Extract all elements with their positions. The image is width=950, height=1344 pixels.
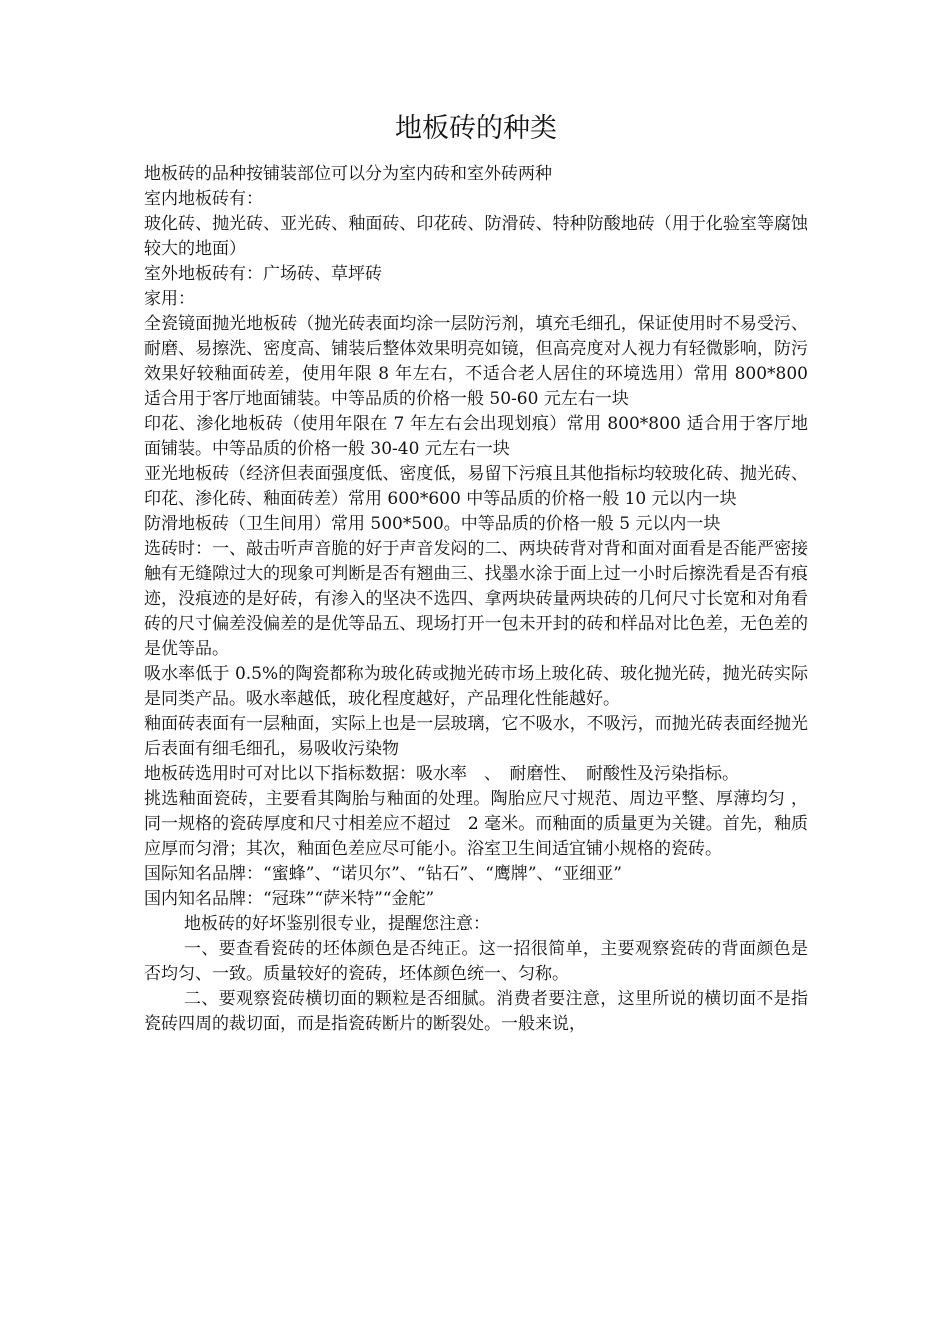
paragraph: 一、要查看瓷砖的坯体颜色是否纯正。这一招很简单，主要观察瓷砖的背面颜色是否均匀、一致。质量较好的瓷砖，坯体颜色统一、匀称。 xyxy=(144,939,808,984)
paragraph: 防滑地板砖（卫生间用）常用 500*500。中等品质的价格一般 5 元以内一块 xyxy=(144,514,721,534)
paragraph: 釉面砖表面有一层釉面，实际上也是一层玻璃，它不吸水，不吸污，而抛光砖表面经抛光后表面有细毛细孔，易吸收污染物 xyxy=(144,714,808,759)
document-body xyxy=(144,162,808,1037)
paragraph: 亚光地板砖（经济但表面强度低、密度低，易留下污痕且其他指标均较玻化砖、抛光砖、印花、渗化砖、釉面砖差）常用 600*600 中等品质的价格一般 10 元以内一块 xyxy=(144,464,808,509)
paragraph: 二、要观察瓷砖横切面的颗粒是否细腻。消费者要注意，这里所说的横切面不是指瓷砖四周的裁切面，而是指瓷砖断片的断裂处。一般来说， xyxy=(144,989,808,1034)
paragraph: 地板砖选用时可对比以下指标数据：吸水率 、 耐磨性、 耐酸性及污染指标。 xyxy=(144,764,739,784)
paragraph: 吸水率低于 0.5%的陶瓷都称为玻化砖或抛光砖市场上玻化砖、玻化抛光砖，抛光砖实际是同类产品。吸水率越低，玻化程度越好，产品理化性能越好。 xyxy=(144,664,808,709)
document-title: 地板砖的种类 xyxy=(395,113,557,144)
paragraph: 地板砖的好坏鉴别很专业，提醒您注意： xyxy=(184,914,490,934)
paragraph: 室外地板砖有：广场砖、草坪砖 xyxy=(144,264,382,284)
paragraph: 挑选釉面瓷砖，主要看其陶胎与釉面的处理。陶胎应尺寸规范、周边平整、厚薄均匀 ，同一规格的瓷砖厚度和尺寸相差应不超过 2 毫米。而釉面的质量更为关键。首先，釉质应厚而匀滑；其次，釉面色差应尽可能小。浴室卫生间适宜铺小规格的瓷砖。 xyxy=(144,789,808,859)
paragraph: 室内地板砖有： xyxy=(144,189,263,209)
paragraph: 国内知名品牌：“冠珠”“萨米特”“金舵” xyxy=(144,889,435,909)
paragraph: 全瓷镜面抛光地板砖（抛光砖表面均涂一层防污剂，填充毛细孔，保证使用时不易受污、耐磨、易擦洗、密度高、铺装后整体效果明亮如镜，但高亮度对人视力有轻微影响，防污效果好较釉面砖差，使用年限 8 年左右，不适合老人居住的环境选用）常用 800*800 适合用于客厅地面铺装。中等品质的价格一般 50-60 元左右一块 xyxy=(144,314,808,409)
paragraph: 家用： xyxy=(144,289,195,309)
paragraph: 印花、渗化地板砖（使用年限在 7 年左右会出现划痕）常用 800*800 适合用于客厅地面铺装。中等品质的价格一般 30-40 元左右一块 xyxy=(144,414,808,459)
paragraph: 地板砖的品种按铺装部位可以分为室内砖和室外砖两种 xyxy=(144,164,552,184)
paragraph: 选砖时：一、敲击听声音脆的好于声音发闷的二、两块砖背对背和面对面看是否能严密接触有无缝隙过大的现象可判断是否有翘曲三、找墨水涂于面上过一小时后擦洗看是否有痕迹，没痕迹的是好砖，有渗入的坚决不选四、拿两块砖量两块砖的几何尺寸长宽和对角看砖的尺寸偏差没偏差的是优等品五、现场打开一包未开封的砖和样品对比色差，无色差的是优等品。 xyxy=(144,539,808,659)
paragraph: 玻化砖、抛光砖、亚光砖、釉面砖、印花砖、防滑砖、特种防酸地砖（用于化验室等腐蚀较大的地面） xyxy=(144,214,808,259)
paragraph: 国际知名品牌：“蜜蜂”、“诺贝尔”、“钻石”、“鹰牌”、“亚细亚” xyxy=(144,864,622,884)
